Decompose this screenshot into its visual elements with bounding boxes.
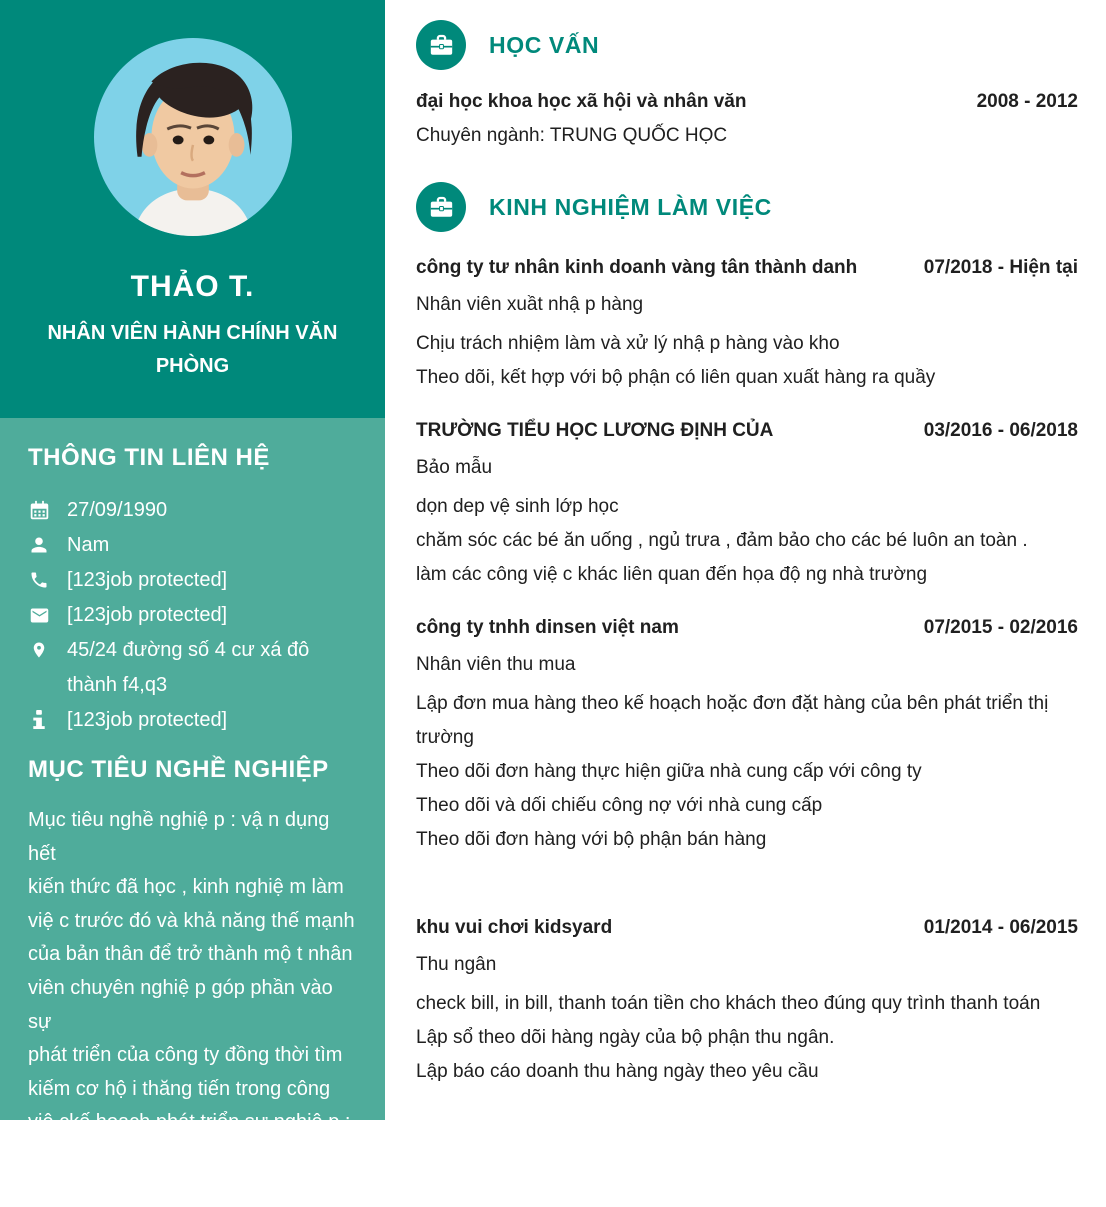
contact-item-address [28, 633, 359, 703]
school-name: đại học khoa học xã hội và nhân văn [416, 91, 747, 112]
contact-item-birthday [28, 493, 359, 528]
company-name: TRƯỜNG TIỂU HỌC LƯƠNG ĐỊNH CỦA [416, 420, 774, 441]
job-duty: chăm sóc các bé ăn uống , ngủ trưa , đảm bảo cho các bé luôn an toàn . [416, 530, 1028, 551]
job-duty: Theo dõi và dối chiếu công nợ với nhà cung cấp [416, 795, 823, 816]
briefcase-icon [416, 20, 466, 70]
education-entry [416, 85, 1078, 153]
contact-heading: THÔNG TIN LIÊN HỆ [28, 444, 270, 471]
objective-line: viên chuyên nghiệ p góp phần vào sự [28, 976, 333, 1033]
contact-item-email [28, 598, 359, 633]
job-period: 07/2015 - 02/2016 [923, 617, 1078, 638]
job-duty: Lập báo cáo doanh thu hàng ngày theo yêu cầu [416, 1061, 819, 1082]
experience-section-header [416, 182, 1078, 232]
gender-value: Nam [67, 534, 110, 556]
job-position: Thu ngân [416, 954, 497, 975]
education-detail: Chuyên ngành: TRUNG QUỐC HỌC [416, 125, 728, 146]
calendar-icon [28, 493, 50, 521]
job-entry-row [416, 911, 1078, 945]
objective-line: Mục tiêu nghề nghiệ p : vậ n dụng hết [28, 809, 330, 865]
job-period: 03/2016 - 06/2018 [923, 420, 1078, 441]
contact-item-other [28, 703, 359, 738]
education-heading: HỌC VẤN [489, 31, 600, 58]
job-entry-row [416, 414, 1078, 448]
job-duty: Theo dõi đơn hàng thực hiện giữa nhà cung cấp với công ty [416, 761, 922, 782]
address-value: 45/24 đường số 4 cư xá đô thành f4,q3 [67, 639, 310, 696]
objective-section [0, 738, 385, 1207]
job-entry [416, 414, 1078, 592]
job-duties [416, 490, 1078, 592]
location-icon [28, 633, 50, 660]
avatar [94, 38, 292, 236]
email-value: [123job protected] [67, 604, 228, 626]
job-period: 07/2018 - Hiện tại [923, 257, 1078, 278]
objective-line: việ ckế hoạch phát triển sự nghiệ p : [28, 1111, 351, 1134]
education-section-header [416, 20, 1078, 70]
objective-line: kiếm cơ hộ i thăng tiến trong công [28, 1077, 331, 1100]
job-duty: Lập đơn mua hàng theo kế hoạch hoặc đơn đặt hàng của bên phát triển thị trường [416, 693, 1049, 748]
job-entry-row [416, 611, 1078, 645]
education-period: 2008 - 2012 [976, 91, 1078, 112]
job-entry-row [416, 251, 1078, 285]
info-icon [28, 703, 50, 729]
objective-line: việ c trước đó và khả năng thế mạnh [28, 909, 355, 932]
job-duty: làm các công việ c khác liên quan đến họa độ ng nhà trường [416, 564, 928, 585]
contact-list [28, 493, 359, 738]
candidate-name: THẢO T. [130, 270, 255, 303]
objective-heading: MỤC TIÊU NGHỀ NGHIỆP [28, 756, 329, 783]
objective-line: của bản thân để trở thành mộ t nhân [28, 943, 353, 966]
experience-heading: KINH NGHIỆM LÀM VIỆC [489, 193, 772, 220]
job-period: 01/2014 - 06/2015 [923, 917, 1078, 938]
objective-line: - ngắn hạn : tìm được công việ c tốt [28, 1144, 345, 1167]
job-duty: Lập sổ theo dõi hàng ngày của bộ phận thu ngân. [416, 1027, 835, 1048]
briefcase-icon [416, 182, 466, 232]
job-duties [416, 327, 1078, 395]
profile-photo [94, 38, 292, 236]
objective-text [28, 804, 359, 1207]
company-name: khu vui chơi kidsyard [416, 917, 613, 938]
job-duty: Chịu trách nhiệm làm và xử lý nhậ p hàng vào kho [416, 333, 840, 354]
candidate-role: NHÂN VIÊN HÀNH CHÍNH VĂN PHÒNG [47, 322, 338, 377]
objective-line: kiến thức đã học , kinh nghiệ m làm [28, 876, 344, 899]
phone-icon [28, 563, 50, 590]
contact-section [0, 418, 385, 738]
contact-item-gender [28, 528, 359, 563]
job-duty: dọn dep vệ sinh lớp học [416, 496, 619, 517]
job-entry [416, 611, 1078, 857]
birthday-value: 27/09/1990 [67, 499, 168, 521]
job-duty: check bill, in bill, thanh toán tiền cho khách theo đúng quy trình thanh toán [416, 993, 1041, 1014]
job-position: Nhân viên thu mua [416, 654, 576, 675]
phone-value: [123job protected] [67, 569, 228, 591]
contact-item-phone [28, 563, 359, 598]
job-duties [416, 987, 1078, 1089]
email-icon [28, 598, 50, 626]
education-entry-row [416, 85, 1078, 119]
job-entry [416, 251, 1078, 395]
sidebar [0, 0, 385, 1201]
job-entry [416, 911, 1078, 1089]
job-duties [416, 687, 1078, 857]
objective-line: phát triển của công ty đồng thời tìm [28, 1044, 343, 1067]
company-name: công ty tnhh dinsen việt nam [416, 617, 679, 638]
job-duty: Theo dõi, kết hợp với bộ phận có liên quan xuất hàng ra quầy [416, 367, 936, 388]
person-icon [28, 528, 50, 555]
job-duty: Theo dõi đơn hàng với bộ phận bán hàng [416, 829, 767, 850]
sidebar-header [0, 0, 385, 418]
other-value: [123job protected] [67, 709, 228, 731]
job-position: Nhân viên xuầt nhậ p hàng [416, 294, 644, 315]
company-name: công ty tư nhân kinh doanh vàng tân thành danh [416, 257, 858, 278]
job-position: Bảo mẫu [416, 457, 493, 478]
main-content [385, 0, 1106, 1120]
objective-line: trau dồi các kỹ năng , gắn bó ổn định [28, 1178, 357, 1201]
